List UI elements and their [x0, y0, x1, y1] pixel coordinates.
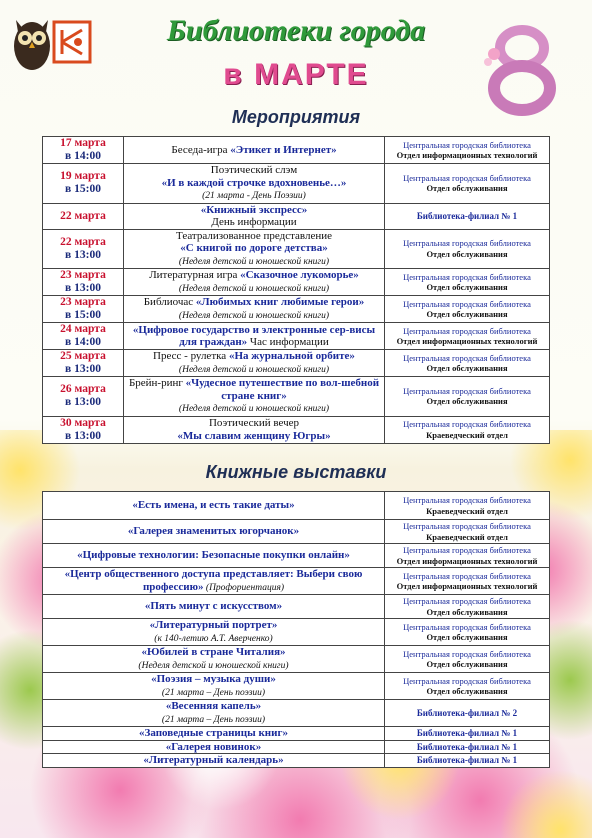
- location-library: Библиотека-филиал № 1: [416, 755, 518, 765]
- events-table: [42, 136, 550, 444]
- event-date: 22 марта: [60, 209, 106, 222]
- location-library: Библиотека-филиал № 2: [416, 707, 518, 718]
- event-title: «Этикет и Интернет»: [230, 143, 337, 156]
- exhibition-description-cell: [43, 568, 385, 595]
- event-location-cell: [385, 377, 550, 417]
- exhibition-location-cell: [385, 520, 550, 544]
- event-description-cell: [124, 137, 385, 164]
- location-library: Библиотека-филиал № 1: [416, 741, 518, 752]
- event-date: 24 марта: [60, 323, 106, 335]
- event-note: (Неделя детской и юношеской книги): [178, 283, 330, 294]
- event-title: «Сказочное лукоморье»: [240, 269, 359, 281]
- exhibition-row: [43, 520, 550, 544]
- location-library: Центральная городская библиотека: [403, 545, 531, 555]
- location-department: Отдел обслуживания: [426, 282, 508, 292]
- location-library: Центральная городская библиотека: [403, 495, 531, 505]
- event-note: (Неделя детской и юношеской книги): [178, 404, 330, 414]
- location-department: Отдел обслуживания: [426, 363, 508, 373]
- event-time: в 13:00: [65, 429, 101, 442]
- event-title: «Книжный экспресс»: [200, 203, 308, 216]
- exhibition-title: «Заповедные страницы книг»: [139, 727, 288, 739]
- exhibition-location-cell: [385, 595, 550, 619]
- event-time: в 15:00: [65, 183, 101, 196]
- event-format: День информации: [211, 216, 297, 228]
- location-department: Отдел обслуживания: [426, 659, 508, 669]
- exhibition-row: [43, 492, 550, 520]
- event-location-cell: [385, 203, 550, 229]
- event-date: 19 марта: [60, 170, 106, 183]
- event-title: «С книгой по дороге детства»: [180, 242, 328, 254]
- location-department: Отдел обслуживания: [426, 183, 508, 194]
- event-row: [43, 416, 550, 443]
- location-library: Центральная городская библиотека: [403, 385, 531, 396]
- event-description-cell: [124, 229, 385, 269]
- event-time: в 13:00: [65, 396, 101, 409]
- exhibition-row: [43, 568, 550, 595]
- event-date-cell: [43, 137, 124, 164]
- event-time: в 14:00: [65, 336, 101, 348]
- location-library: Центральная городская библиотека: [403, 139, 531, 150]
- location-library: Центральная городская библиотека: [403, 570, 531, 581]
- exhibition-description-cell: [43, 754, 385, 768]
- event-row: [43, 137, 550, 164]
- location-library: Центральная городская библиотека: [403, 648, 531, 659]
- location-library: Центральная городская библиотека: [403, 271, 531, 282]
- exhibition-title: «Весенняя капель»: [165, 700, 262, 712]
- event-row: [43, 269, 550, 296]
- event-note: (Неделя детской и юношеской книги): [178, 310, 330, 321]
- exhibition-description-cell: [43, 492, 385, 520]
- location-department: Отдел обслуживания: [426, 606, 508, 617]
- exhibition-note: (к 140-летию А.Т. Аверченко): [154, 633, 273, 644]
- location-department: Отдел информационных технологий: [396, 555, 538, 566]
- location-library: Центральная городская библиотека: [403, 419, 531, 429]
- location-library: Библиотека-филиал № 1: [416, 210, 518, 221]
- event-time: в 13:00: [65, 363, 101, 375]
- event-description-cell: [124, 269, 385, 296]
- location-department: Отдел информационных технологий: [396, 581, 538, 591]
- location-library: Центральная городская библиотека: [403, 621, 531, 632]
- exhibition-description-cell: [43, 727, 385, 741]
- event-description-cell: [124, 164, 385, 204]
- exhibition-note: (Неделя детской и юношеской книги): [138, 660, 289, 671]
- event-date-cell: [43, 269, 124, 296]
- exhibition-description-cell: [43, 544, 385, 568]
- page-title: Библиотеки города: [166, 14, 426, 47]
- event-description-cell: [124, 416, 385, 443]
- exhibition-description-cell: [43, 619, 385, 646]
- exhibition-title: «Цифровые технологии: Безопасные покупки онлайн»: [77, 549, 350, 562]
- event-row: [43, 229, 550, 269]
- location-department: Отдел обслуживания: [426, 248, 508, 259]
- exhibition-location-cell: [385, 754, 550, 768]
- exhibition-title: «Галерея новинок»: [165, 740, 262, 753]
- exhibition-tag: (Профориентация): [203, 582, 285, 593]
- event-description-cell: [124, 377, 385, 417]
- event-date-cell: [43, 229, 124, 269]
- location-library: Центральная городская библиотека: [403, 172, 531, 183]
- location-department: Отдел информационных технологий: [396, 336, 538, 346]
- event-note: (Неделя детской и юношеской книги): [178, 256, 330, 267]
- event-location-cell: [385, 323, 550, 350]
- location-department: Краеведческий отдел: [426, 505, 508, 516]
- event-row: [43, 350, 550, 377]
- event-note: (21 марта - День Поэзии): [202, 191, 306, 201]
- location-library: Библиотека-филиал № 1: [416, 728, 518, 738]
- exhibition-description-cell: [43, 673, 385, 700]
- exhibition-description-cell: [43, 700, 385, 727]
- event-location-cell: [385, 229, 550, 269]
- exhibition-description-cell: [43, 520, 385, 544]
- location-department: Отдел обслуживания: [426, 686, 508, 696]
- exhibition-description-cell: [43, 740, 385, 754]
- exhibition-row: [43, 646, 550, 673]
- event-row: [43, 377, 550, 417]
- event-type: Беседа-игра: [171, 143, 231, 156]
- event-date-cell: [43, 416, 124, 443]
- exhibition-row: [43, 673, 550, 700]
- location-library: Центральная городская библиотека: [403, 675, 531, 686]
- event-date-cell: [43, 296, 124, 323]
- event-location-cell: [385, 296, 550, 323]
- exhibition-title: «Литературный портрет»: [149, 619, 278, 631]
- event-date-cell: [43, 323, 124, 350]
- event-date: 22 марта: [60, 235, 106, 248]
- location-library: Центральная городская библиотека: [403, 298, 531, 309]
- event-row: [43, 296, 550, 323]
- event-time: в 14:00: [65, 150, 101, 162]
- exhibition-location-cell: [385, 619, 550, 646]
- exhibitions-heading: Книжные выставки: [205, 462, 387, 482]
- event-type: Литературная игра: [149, 269, 241, 281]
- location-library: Центральная городская библиотека: [403, 521, 531, 531]
- exhibition-title: «Пять минут с искусством»: [144, 600, 283, 613]
- event-type: Поэтический вечер: [208, 417, 300, 429]
- location-department: Краеведческий отдел: [426, 531, 508, 542]
- exhibition-title: «Галерея знаменитых югорчанок»: [127, 525, 300, 538]
- exhibition-row: [43, 700, 550, 727]
- event-title: «Чудесное путешествие по вол-шебной стране книг»: [185, 377, 380, 402]
- location-library: Центральная городская библиотека: [403, 352, 531, 363]
- event-date-cell: [43, 350, 124, 377]
- exhibition-row: [43, 740, 550, 754]
- location-department: Отдел обслуживания: [426, 632, 508, 642]
- event-time: в 13:00: [65, 248, 101, 261]
- location-department: Отдел информационных технологий: [396, 150, 538, 160]
- event-description-cell: [124, 203, 385, 229]
- event-row: [43, 203, 550, 229]
- event-location-cell: [385, 137, 550, 164]
- exhibition-location-cell: [385, 568, 550, 595]
- event-date-cell: [43, 164, 124, 204]
- exhibition-description-cell: [43, 595, 385, 619]
- event-title: «Цифровое государство и электронные сер-висы для граждан»: [132, 323, 376, 348]
- exhibition-location-cell: [385, 673, 550, 700]
- exhibition-location-cell: [385, 740, 550, 754]
- location-department: Отдел обслуживания: [426, 396, 508, 407]
- page-subtitle: в МАРТЕ: [223, 58, 369, 91]
- exhibition-note: (21 марта – День поэзии): [161, 687, 266, 698]
- event-title: «Мы славим женщину Югры»: [177, 429, 331, 442]
- exhibition-location-cell: [385, 700, 550, 727]
- event-date: 30 марта: [60, 416, 106, 429]
- exhibition-description-cell: [43, 646, 385, 673]
- event-location-cell: [385, 164, 550, 204]
- event-description-cell: [124, 296, 385, 323]
- event-location-cell: [385, 269, 550, 296]
- location-library: Центральная городская библиотека: [403, 325, 531, 336]
- exhibition-location-cell: [385, 492, 550, 520]
- exhibition-location-cell: [385, 727, 550, 741]
- exhibition-row: [43, 754, 550, 768]
- event-time: в 15:00: [65, 309, 101, 321]
- event-time: в 13:00: [65, 282, 101, 294]
- exhibition-row: [43, 619, 550, 646]
- event-type: Библиочас: [143, 296, 196, 308]
- event-location-cell: [385, 350, 550, 377]
- exhibition-location-cell: [385, 646, 550, 673]
- location-library: Центральная городская библиотека: [403, 596, 531, 606]
- exhibition-title: «Центр общественного доступа представляет: Выбери свою профессию»: [64, 568, 363, 593]
- event-date: 23 марта: [60, 269, 106, 281]
- event-date: 23 марта: [60, 296, 106, 308]
- exhibition-note: (21 марта – День поэзии): [161, 714, 266, 725]
- event-title: «Любимых книг любимые герои»: [195, 296, 365, 308]
- event-title: «И в каждой строчке вдохновенье…»: [161, 176, 347, 189]
- exhibition-title: «Поэзия – музыка души»: [151, 673, 276, 685]
- event-location-cell: [385, 416, 550, 443]
- event-type: Театрализованное представление: [176, 229, 332, 242]
- exhibition-title: «Есть имена, и есть такие даты»: [132, 499, 295, 512]
- event-description-cell: [124, 350, 385, 377]
- event-row: [43, 323, 550, 350]
- event-format: Час информации: [247, 336, 329, 348]
- location-library: Центральная городская библиотека: [403, 238, 531, 249]
- exhibition-title: «Юбилей в стране Читалия»: [141, 646, 286, 658]
- events-heading: Мероприятия: [231, 107, 361, 127]
- event-date: 26 марта: [60, 383, 106, 396]
- event-date: 17 марта: [60, 137, 106, 149]
- exhibitions-table: [42, 491, 550, 768]
- exhibition-row: [43, 595, 550, 619]
- event-type: Поэтический слэм: [210, 164, 298, 176]
- event-title: «На журнальной орбите»: [228, 350, 355, 362]
- location-department: Отдел обслуживания: [426, 309, 508, 319]
- event-row: [43, 164, 550, 204]
- event-date-cell: [43, 377, 124, 417]
- event-type: Брейн-ринг: [128, 377, 186, 389]
- event-note: (Неделя детской и юношеской книги): [178, 364, 330, 375]
- exhibition-row: [43, 727, 550, 741]
- exhibition-row: [43, 544, 550, 568]
- location-department: Краеведческий отдел: [426, 429, 508, 440]
- event-date: 25 марта: [60, 350, 106, 362]
- event-description-cell: [124, 323, 385, 350]
- exhibition-title: «Литературный календарь»: [143, 754, 284, 766]
- event-date-cell: [43, 203, 124, 229]
- event-type: Пресс - рулетка: [153, 350, 229, 362]
- exhibition-location-cell: [385, 544, 550, 568]
